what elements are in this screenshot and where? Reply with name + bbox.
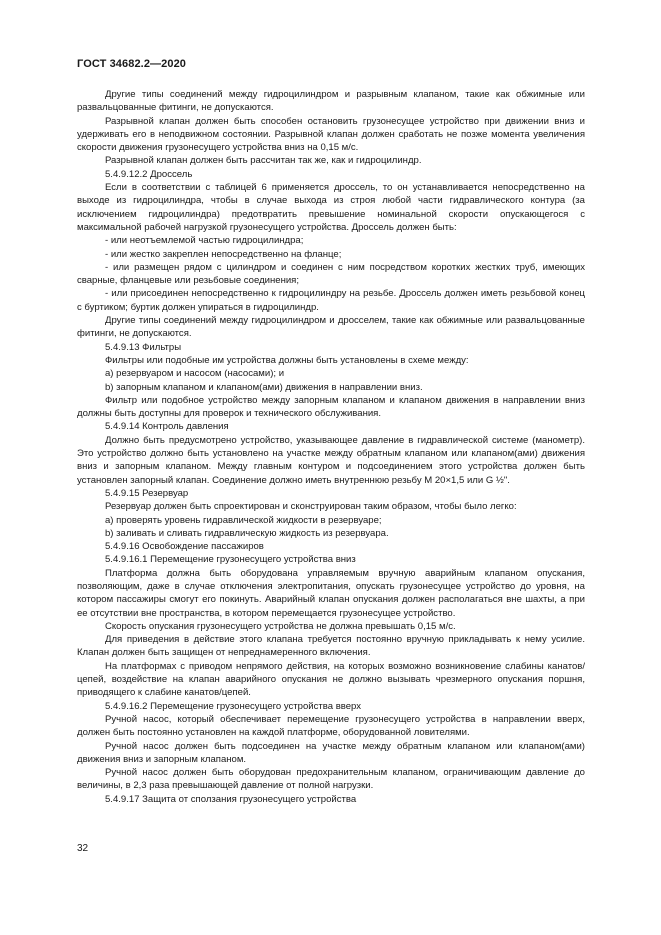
list-item: - или жестко закреплен непосредственно на фланце; xyxy=(105,248,342,260)
paragraph: На платформах с приводом непрямого действия, на которых возможно возникновение слабины канатов/цепей, воздействие на клапан аварийного опускания не должно вызывать чрезмерного опускания поршня, приводящего к слабине канатов/цепей. xyxy=(77,660,585,699)
list-item: - или неотъемлемой частью гидроцилиндра; xyxy=(105,235,304,247)
paragraph: Скорость опускания грузонесущего устройства не должна превышать 0,15 м/с. xyxy=(105,620,456,632)
paragraph: Фильтры или подобные им устройства должны быть установлены в схеме между: xyxy=(105,354,469,366)
paragraph: Должно быть предусмотрено устройство, указывающее давление в гидравлической системе (манометр). Это устройство должно быть установлено на участке между обратным клапаном или клапаном(ами) движения вниз и запорным клапаном. Между главным контуром и подсоединением этого устройства должен быть установлен запорный клапан. Соединение должно иметь внутреннюю резьбу М 20×1,5 или G ½". xyxy=(77,434,585,486)
paragraph: Платформа должна быть оборудована управляемым вручную аварийным клапаном опускания, позволяющим, даже в случае отключения электропитания, опускать грузонесущее устройство до уровня, на котором пассажиры смогут его покинуть. Аварийный клапан опускания должен располагаться вне шахты, а при ее отсутствии вне пространства, в котором перемещается грузонесущее устройство. xyxy=(77,567,585,619)
section-heading: 5.4.9.14 Контроль давления xyxy=(105,421,229,433)
paragraph: Ручной насос должен быть оборудован предохранительным клапаном, ограничивающим давление до величины, в 2,3 раза превышающей давление от полной нагрузки. xyxy=(77,767,585,792)
standard-header: ГОСТ 34682.2—2020 xyxy=(77,58,187,70)
paragraph: Разрывной клапан должен быть рассчитан так же, как и гидроцилиндр. xyxy=(105,155,422,167)
section-heading: 5.4.9.15 Резервуар xyxy=(105,487,189,499)
paragraph: Другие типы соединений между гидроцилиндром и дросселем, такие как обжимные или развальцованные фитинги, не допускаются. xyxy=(77,315,585,340)
list-item: b) заливать и сливать гидравлическую жидкость из резервуара. xyxy=(105,527,389,539)
list-item: a) проверять уровень гидравлической жидкости в резервуаре; xyxy=(105,514,382,526)
list-item: b) запорным клапаном и клапаном(ами) движения в направлении вниз. xyxy=(105,381,423,393)
document-body xyxy=(77,88,585,806)
list-item: - или присоединен непосредственно к гидроцилиндру на резьбе. Дроссель должен иметь резьбовой конец с буртиком; буртик должен упираться в гидроцилиндр. xyxy=(77,288,585,313)
paragraph: Фильтр или подобное устройство между запорным клапаном и клапаном движения в направлении вниз должны быть доступны для проверок и технического обслуживания. xyxy=(77,394,585,420)
page-number: 32 xyxy=(77,843,89,854)
section-heading: 5.4.9.16.1 Перемещение грузонесущего устройства вниз xyxy=(105,554,356,566)
list-item: a) резервуаром и насосом (насосами); и xyxy=(105,368,285,380)
section-heading: 5.4.9.13 Фильтры xyxy=(105,341,182,353)
section-heading: 5.4.9.17 Защита от сползания грузонесущего устройства xyxy=(105,793,357,805)
paragraph: Для приведения в действие этого клапана требуется постоянно вручную прикладывать к нему усилие. Клапан должен быть защищен от непреднамеренного включения. xyxy=(77,634,585,659)
section-heading: 5.4.9.16.2 Перемещение грузонесущего устройства вверх xyxy=(105,700,362,712)
list-item: - или размещен рядом с цилиндром и соединен с ним посредством коротких жестких труб, имеющих сварные, фланцевые или резьбовые соединения; xyxy=(77,261,585,287)
section-heading: 5.4.9.16 Освобождение пассажиров xyxy=(105,541,264,553)
paragraph: Разрывной клапан должен быть способен остановить грузонесущее устройство при движении вниз и удерживать его в неподвижном состоянии. Разрывной клапан должен сработать не позже момента увеличения скорости движения грузонесущего устройства вниз на 0,15 м/с. xyxy=(77,115,585,154)
section-heading: 5.4.9.12.2 Дроссель xyxy=(105,168,193,180)
paragraph: Другие типы соединений между гидроцилиндром и разрывным клапаном, такие как обжимные или развальцованные фитинги, не допускаются. xyxy=(77,89,585,114)
paragraph: Если в соответствии с таблицей 6 применяется дроссель, то он устанавливается непосредственно на выходе из гидроцилиндра, чтобы в случае выхода из строя любой части гидравлического контура (за исключением гидроцилиндра) предотвратить превышение номинальной скорости опускающегося с максимальной рабочей нагрузкой грузонесущего устройства. Дроссель должен быть: xyxy=(77,182,585,233)
paragraph: Ручной насос, который обеспечивает перемещение грузонесущего устройства в направлении вверх, должен быть постоянно установлен на каждой платформе, оборудованной ловителями. xyxy=(77,713,585,739)
paragraph: Ручной насос должен быть подсоединен на участке между обратным клапаном или клапаном(ами) движения вниз и запорным клапаном. xyxy=(77,740,585,765)
paragraph: Резервуар должен быть спроектирован и сконструирован таким образом, чтобы было легко: xyxy=(105,501,517,513)
